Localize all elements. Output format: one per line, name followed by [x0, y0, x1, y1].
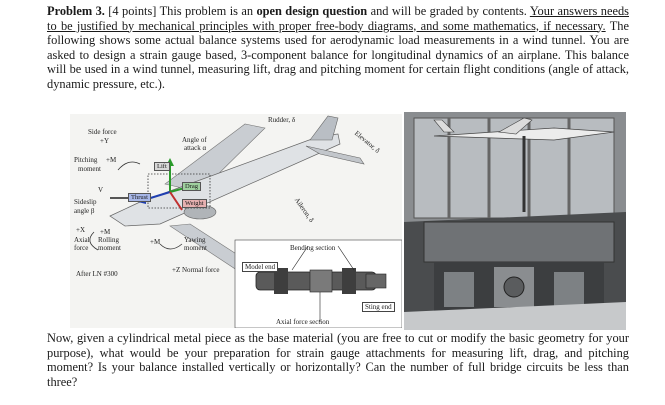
weight-label: Weight — [182, 199, 207, 208]
pitching-moment-label: moment — [78, 165, 101, 173]
pitching-label: Pitching — [74, 156, 98, 164]
sideslip-label-2: angle β — [74, 207, 95, 215]
normal-force-label: +Z Normal force — [172, 266, 220, 274]
bending-section-label: Bending section — [290, 244, 336, 252]
axial-section-label: Axial force section — [276, 318, 330, 326]
design-phrase: open design question — [256, 4, 368, 18]
lift-label: Lift — [154, 162, 170, 171]
problem-points: [4 points] — [108, 4, 157, 18]
yawing-label-2: moment — [184, 244, 207, 252]
aileron-label: Aileron, δ — [292, 196, 316, 224]
wind-tunnel-scene — [404, 112, 626, 330]
yawing-sign: +M — [150, 238, 161, 246]
problem-number: Problem 3. — [47, 4, 105, 18]
angle-attack-label: Angle of — [182, 136, 207, 144]
side-force-sign: +Y — [100, 137, 110, 145]
question-text: Now, given a cylindrical metal piece as the base material (you are free to cut or modify the basic geometry for your purpose), what would be your preparation for strain gauge attachments for measuring lift, drag, and pitching moment? Is your balance installed vertically or horizontally? Can the number of full bridge circuits be less than three? — [47, 331, 629, 389]
yawing-label: Yawing — [184, 236, 206, 244]
pitching-symbol: +M — [106, 156, 117, 164]
axial-label-2: force — [74, 244, 89, 252]
problem-body: The following shows some actual balance systems used for aerodynamic load measurements in a wind tunnel. You are asked to design a strain gauge based, 3-component balance for longitudinal dynamics of an airplane. This balance will be used in a wind tunnel, measuring lift, drag and pitching moment for certain flight conditions (angle of attack, dynamic pressure, etc.). — [47, 18, 629, 91]
axial-sign: +X — [76, 226, 86, 234]
airplane-illustration — [70, 114, 402, 328]
sting-end-label: Sting end — [362, 302, 395, 312]
rolling-label: Rolling — [98, 236, 120, 244]
axial-label: Axial — [74, 236, 90, 244]
rolling-label-2: moment — [98, 244, 121, 252]
intro-text-b: and will be graded by contents. — [370, 4, 527, 18]
model-end-label: Model end — [242, 262, 278, 272]
side-force-label: Side force — [88, 128, 117, 136]
sideslip-label: Sideslip — [74, 198, 97, 206]
intro-text-a: This problem is an — [159, 4, 254, 18]
velocity-label: V — [98, 186, 104, 194]
elevator-label: Elevator, δ — [352, 129, 382, 155]
airplane-force-diagram — [70, 114, 402, 328]
angle-attack-label-2: attack α — [184, 144, 207, 152]
problem-statement — [47, 4, 629, 92]
drag-label: Drag — [182, 182, 201, 191]
justify-instruction: Your answers needs to be justified by mechanical principles with proper free-body diagrams, and some mathematics, if necessary. — [47, 4, 629, 33]
rolling-sign: +M — [100, 228, 111, 236]
rudder-label: Rudder, δ — [268, 116, 296, 124]
after-note: After LN #300 — [76, 270, 118, 278]
wind-tunnel-photo — [404, 112, 626, 330]
thrust-label: Thrust — [128, 193, 151, 202]
